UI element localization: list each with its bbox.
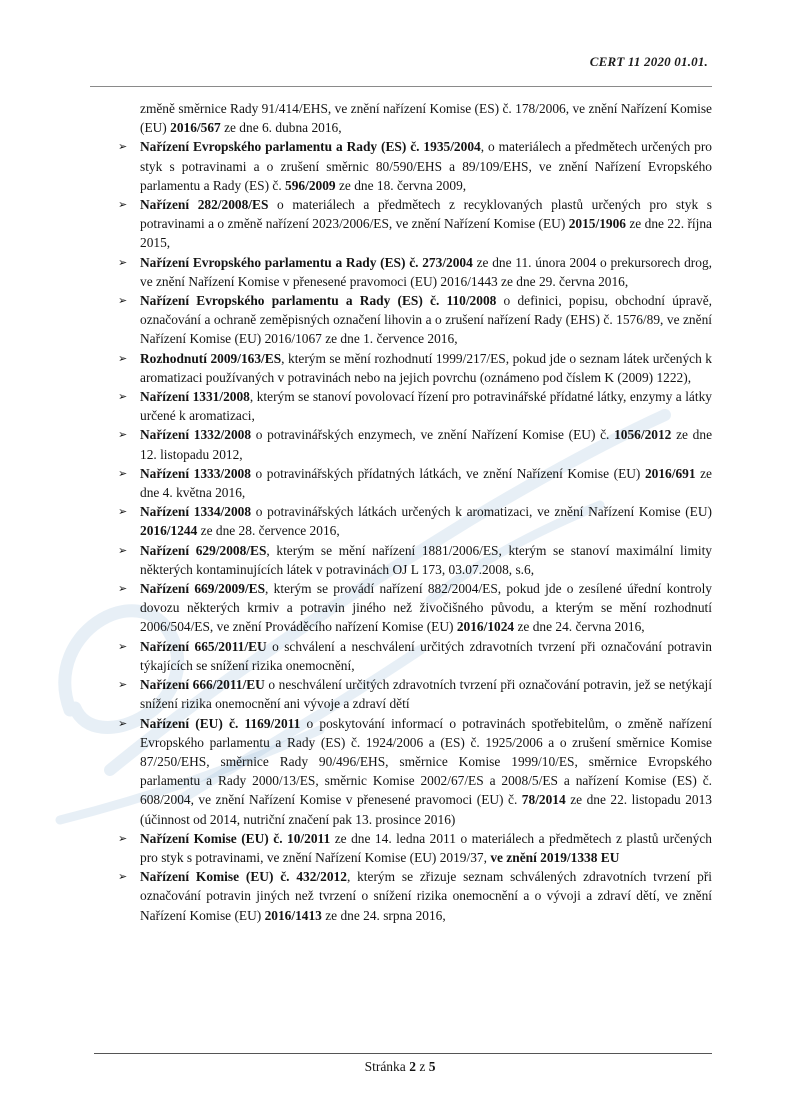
intro-paragraph	[118, 99, 712, 137]
text-segment-bold: Nařízení 1331/2008	[140, 389, 250, 405]
text-segment-bold: 2016/1024	[456, 619, 515, 635]
text-segment: z	[415, 1059, 429, 1074]
regulation-text	[140, 464, 712, 502]
text-segment: ze dne 18. června 2009,	[335, 177, 467, 193]
text-segment: Stránka	[364, 1059, 410, 1074]
text-segment: ze dne 11. února 2004 o prekursorech drog, ve znění Nařízení Komise v přenesené pravomoci (EU) 2016/1443 ze dne 29. června 2016,	[140, 254, 712, 289]
text-segment: ze dne 4. května 2016,	[140, 465, 712, 501]
text-segment: o schválení a neschválení určitých zdravotních tvrzení při označování potravin týkajících se snížení rizika onemocnění,	[140, 638, 712, 673]
bullet-arrow-icon: ➢	[118, 255, 128, 269]
text-segment: o definici, popisu, obchodní úpravě, označování a ochraně zeměpisných označení lihovin a o zrušení nařízení Rady (EHS) č. 1576/89, ve znění Nařízení Komise (EU) 2016/1067 ze dne 1. července 2016,	[140, 293, 712, 347]
bullet-arrow-icon: ➢	[118, 505, 128, 519]
bullet-arrow-icon: ➢	[118, 870, 128, 884]
text-segment-bold: 2016/691	[644, 465, 696, 481]
bullet-arrow-icon: ➢	[118, 831, 128, 845]
bullet-arrow-icon: ➢	[118, 716, 128, 730]
text-segment: změně směrnice Rady 91/414/EHS, ve znění nařízení Komise (ES) č. 178/2006, ve znění Nařízení Komise (EU)	[140, 101, 712, 136]
regulation-text	[140, 829, 712, 867]
text-segment: , kterým se stanoví povolovací řízení pro potravinářské přídatné látky, enzymy a látky určené k aromatizaci,	[140, 389, 712, 424]
text-segment: ze dne 28. července 2016,	[197, 523, 340, 539]
bullet-arrow-icon: ➢	[118, 198, 128, 212]
text-segment: o neschválení určitých zdravotních tvrzení při označování potravin, jež se netýkají snížení rizika onemocnění ani vývoje a zdraví dětí	[140, 677, 712, 712]
regulation-list-item	[118, 387, 712, 425]
text-segment-bold: Nařízení Evropského parlamentu a Rady (ES) č. 273/2004	[140, 254, 473, 270]
regulation-text	[140, 637, 712, 675]
regulation-list-item	[118, 867, 712, 925]
regulation-text	[140, 579, 712, 637]
text-segment-bold: 78/2014	[521, 792, 566, 808]
regulation-text	[140, 867, 712, 925]
text-segment-bold: 2016/1244	[140, 523, 198, 539]
text-segment-bold: Nařízení 1333/2008	[140, 465, 251, 481]
bullet-arrow-icon: ➢	[118, 466, 128, 480]
regulation-text	[140, 349, 712, 387]
text-segment-bold: Nařízení Evropského parlamentu a Rady (ES) č. 1935/2004	[140, 139, 481, 155]
regulation-text	[140, 675, 712, 713]
text-segment: ze dne 24. srpna 2016,	[321, 907, 446, 923]
text-segment-bold: Nařízení (EU) č. 1169/2011	[140, 715, 301, 731]
text-segment-bold: Nařízení 669/2009/ES	[140, 581, 266, 597]
regulation-text	[140, 195, 712, 253]
regulation-list-item	[118, 349, 712, 387]
bullet-arrow-icon: ➢	[118, 390, 128, 404]
text-segment-bold: Nařízení Komise (EU) č. 432/2012	[140, 869, 347, 885]
bullet-arrow-icon: ➢	[118, 140, 128, 154]
text-segment: o potravinářských enzymech, ve znění Nařízení Komise (EU) č.	[251, 427, 615, 443]
header-rule	[90, 86, 712, 87]
text-segment-bold: Nařízení 1332/2008	[140, 427, 252, 443]
text-segment-bold: Nařízení Komise (EU) č. 10/2011	[140, 830, 331, 846]
text-segment-bold: 596/2009	[285, 177, 336, 193]
regulation-list-item	[118, 637, 712, 675]
text-segment-bold: Nařízení 629/2008/ES	[140, 542, 267, 558]
text-segment-bold: Nařízení Evropského parlamentu a Rady (ES) č. 110/2008	[140, 293, 497, 309]
text-segment: ze dne 14. ledna 2011 o materiálech a předmětech z plastů určených pro styk s potravinami, ve znění Nařízení Komise (EU) 2019/37,	[140, 830, 712, 865]
text-segment: , kterým se mění nařízení 1881/2006/ES, kterým se stanoví maximální limity některých kontaminujících látek v potravinách OJ L 173, 03.07.2008, s.6,	[140, 542, 712, 577]
regulation-list-item	[118, 291, 712, 349]
text-segment-bold: ve znění 2019/1338 EU	[490, 849, 620, 865]
text-segment-bold: 2016/567	[170, 120, 221, 136]
text-segment-bold: Nařízení 666/2011/EU	[140, 677, 265, 693]
bullet-arrow-icon: ➢	[118, 543, 128, 557]
text-segment: o materiálech a předmětech z recyklovaných plastů určených pro styk s potravinami a o změně nařízení 2023/2006/ES, ve znění Nařízení Komise (EU)	[140, 197, 712, 232]
page-number	[0, 1059, 800, 1075]
text-segment: ze dne 6. dubna 2016,	[220, 120, 342, 136]
regulation-text	[140, 137, 712, 195]
regulation-text	[140, 502, 712, 540]
regulation-list-item	[118, 541, 712, 579]
text-segment: o poskytování informací o potravinách spotřebitelům, o změně nařízení Evropského parlamentu a Rady (ES) č. 1924/2006 a (ES) č. 1925/2006 a o zrušení směrnice Komise 87/250/EHS, směrnice Rady 90/496/EHS, směrnice Komise 1999/10/ES, směrnice Evropského parlamentu a Rady 2000/13/ES, směrnic Komise 2002/67/ES a 2008/5/ES a nařízení Komise (ES) č. 608/2004, ve znění Nařízení Komise v přenesené pravomoci (EU) č.	[140, 715, 712, 808]
text-segment: , kterým se mění rozhodnutí 1999/217/ES, pokud jde o seznam látek určených k aromatizaci používaných v potravinách nebo na jejich povrchu (oznámeno pod číslem K (2009) 1222),	[140, 350, 712, 385]
content-area	[118, 99, 712, 925]
footer-rule	[94, 1053, 712, 1054]
text-segment-bold: Nařízení 665/2011/EU	[140, 638, 267, 654]
text-segment-bold: 1056/2012	[614, 427, 672, 443]
regulation-text	[140, 425, 712, 463]
text-segment: ze dne 12. listopadu 2012,	[140, 427, 713, 462]
regulation-list-item	[118, 579, 712, 637]
bullet-arrow-icon: ➢	[118, 582, 128, 596]
regulation-list-item	[118, 714, 712, 829]
regulation-text	[140, 541, 712, 579]
text-segment: o potravinářských přídatných látkách, ve znění Nařízení Komise (EU)	[250, 465, 645, 481]
regulation-list-item	[118, 675, 712, 713]
regulation-list-item	[118, 829, 712, 867]
text-segment-bold: 5	[428, 1059, 436, 1074]
regulation-text	[140, 253, 712, 291]
bullet-arrow-icon: ➢	[118, 639, 128, 653]
text-segment: , o materiálech a předmětech určených pro styk s potravinami a o zrušení směrnic 80/590/EHS a 89/109/EHS, ve znění Nařízení Evropského parlamentu a Rady (ES) č.	[140, 139, 712, 193]
regulation-list-item	[118, 502, 712, 540]
text-segment: , kterým se zřizuje seznam schválených zdravotních tvrzení při označování potravin jiných než tvrzení o snížení rizika onemocnění a o vývoji a zdraví dětí, ve znění Nařízení Komise (EU)	[140, 869, 713, 923]
bullet-arrow-icon: ➢	[118, 351, 128, 365]
regulation-list	[118, 137, 712, 924]
bullet-arrow-icon: ➢	[118, 678, 128, 692]
bullet-arrow-icon: ➢	[118, 294, 128, 308]
regulation-text	[140, 714, 712, 829]
text-segment-bold: 2016/1413	[264, 907, 322, 923]
bullet-arrow-icon: ➢	[118, 428, 128, 442]
text-segment-bold: Rozhodnutí 2009/163/ES	[140, 350, 282, 366]
text-segment: ze dne 22. listopadu 2013 (účinnost od 2014, nutriční značení pak 13. prosince 2016)	[140, 792, 712, 827]
text-segment-bold: 2	[409, 1059, 416, 1074]
text-segment: ze dne 22. října 2015,	[140, 216, 712, 251]
regulation-text	[140, 387, 712, 425]
regulation-list-item	[118, 195, 712, 253]
text-segment: o potravinářských látkách určených k aromatizaci, ve znění Nařízení Komise (EU)	[251, 504, 712, 520]
regulation-list-item	[118, 425, 712, 463]
regulation-list-item	[118, 137, 712, 195]
regulation-list-item	[118, 464, 712, 502]
text-segment: ze dne 24. června 2016,	[514, 619, 645, 635]
text-segment-bold: Nařízení 1334/2008	[140, 504, 252, 520]
text-segment-bold: Nařízení 282/2008/ES	[140, 197, 269, 213]
text-segment-bold: 2015/1906	[568, 216, 626, 232]
text-segment: , kterým se provádí nařízení 882/2004/ES, pokud jde o zesílené úřední kontroly dovozu některých krmiv a potravin jiného než živočišného původu, a kterým se mění rozhodnutí 2006/504/ES, ve znění Prováděcího nařízení Komise (EU)	[140, 581, 712, 635]
regulation-text	[140, 291, 712, 349]
document-code: CERT 11 2020 01.01.	[589, 54, 708, 69]
regulation-list-item	[118, 253, 712, 291]
